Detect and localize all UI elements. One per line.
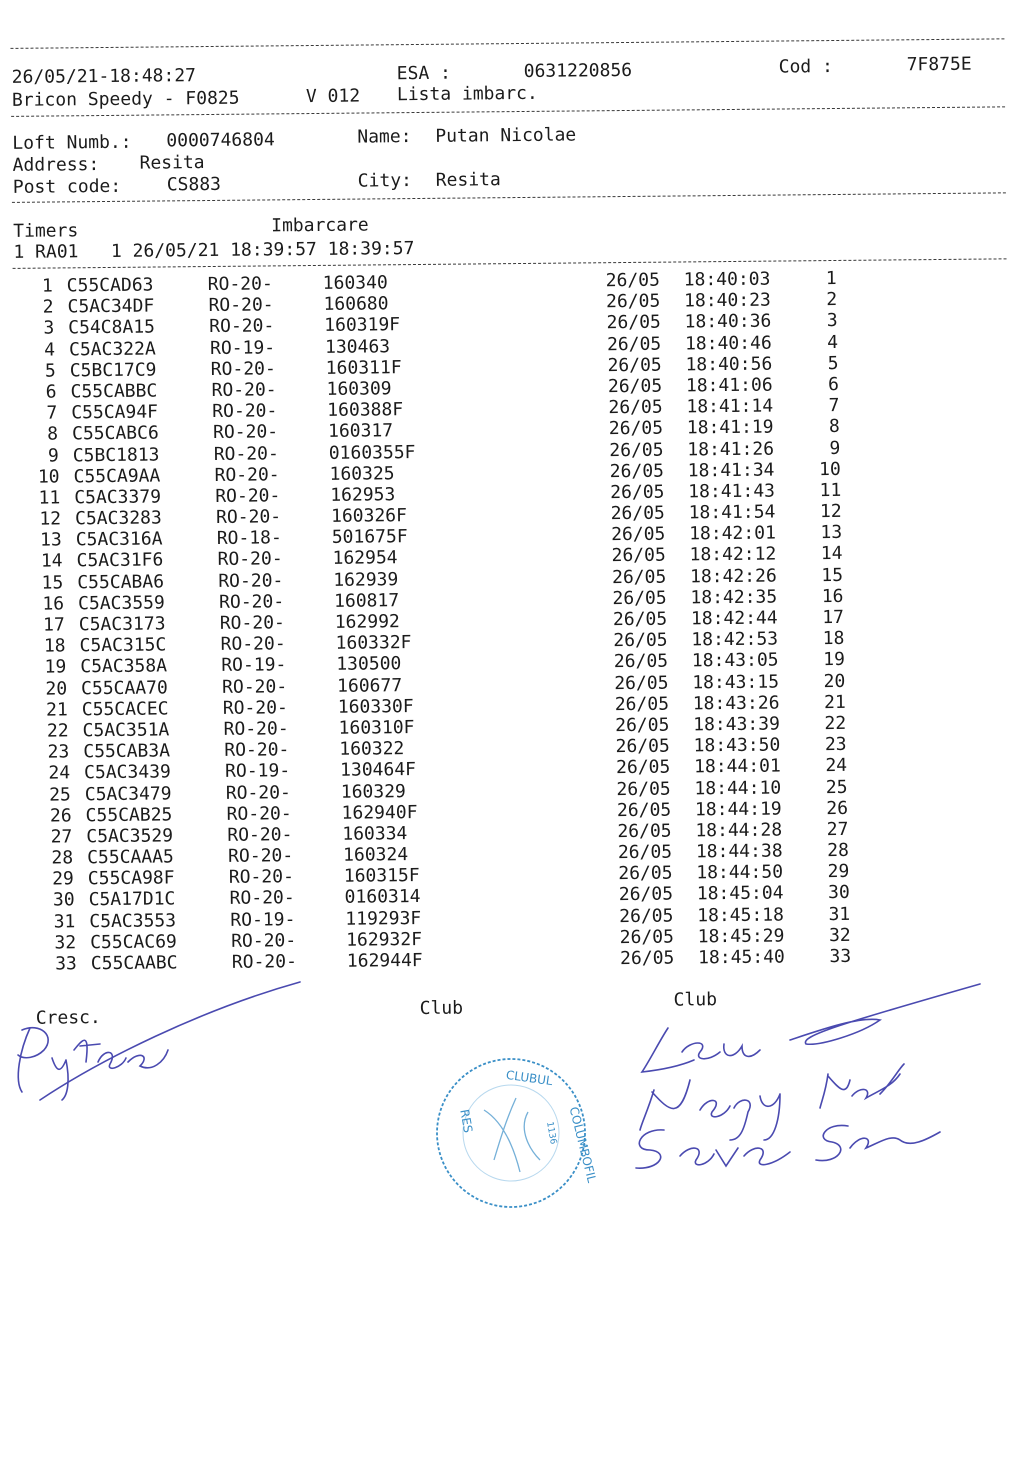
basketing-time: 18:40:23 (684, 289, 771, 312)
basketing-position: 8 (828, 416, 840, 438)
electronic-ring-id: C5AC358A (80, 655, 168, 678)
ring-series: RO-20- (212, 400, 278, 423)
ring-series: RO-20- (211, 379, 277, 401)
basketing-date: 26/05 (614, 693, 670, 715)
row-index: 15 (41, 572, 64, 594)
electronic-ring-id: C55CACEC (81, 698, 169, 720)
row-index: 17 (43, 614, 65, 636)
basketing-time: 18:44:10 (694, 777, 782, 799)
basketing-position: 22 (824, 712, 847, 735)
basketing-date: 26/05 (616, 778, 671, 800)
basketing-position: 1 (825, 267, 837, 290)
electronic-ring-id: C55CAB25 (85, 804, 173, 826)
basketing-position: 15 (821, 564, 844, 586)
svg-text:RES: RES (457, 1108, 476, 1134)
device-name: Bricon Speedy - F0825 (11, 87, 240, 111)
basketing-date: 26/05 (608, 417, 664, 440)
basketing-position: 21 (823, 691, 846, 713)
basketing-date: 26/05 (609, 460, 665, 482)
basketing-position: 6 (827, 373, 840, 396)
club-label-left: Club (419, 997, 464, 1020)
address-label: Address: (12, 154, 100, 176)
ring-number: 160334 (342, 823, 408, 845)
basketing-position: 11 (819, 479, 842, 502)
ring-series: RO-20- (214, 464, 280, 486)
electronic-ring-id: C5AC34DF (67, 295, 155, 318)
basketing-position: 14 (820, 543, 843, 565)
ring-number: 160329 (340, 780, 406, 803)
basketing-time: 18:43:26 (692, 692, 780, 715)
basketing-position: 7 (828, 395, 840, 417)
row-index: 31 (53, 910, 76, 933)
basketing-position: 29 (827, 861, 850, 883)
ring-number: 162939 (333, 568, 399, 591)
ring-series: RO-20- (218, 569, 284, 592)
ring-number: 160388F (327, 399, 404, 422)
electronic-ring-id: C54C8A15 (68, 316, 156, 339)
basketing-time: 18:42:53 (691, 628, 779, 651)
esa-label: ESA : (396, 62, 452, 85)
ring-series: RO-20- (231, 930, 297, 952)
electronic-ring-id: C5AC3529 (86, 825, 174, 848)
row-index: 16 (42, 593, 65, 615)
svg-text:1136: 1136 (544, 1120, 558, 1146)
basketing-date: 26/05 (611, 523, 666, 546)
ring-series: RO-20- (231, 951, 297, 973)
basketing-date: 26/05 (605, 269, 661, 292)
ring-series: RO-20- (207, 273, 273, 296)
basketing-position: 28 (827, 839, 850, 862)
cod-label: Cod : (778, 56, 833, 78)
ring-series: RO-19- (221, 654, 287, 677)
row-index: 32 (54, 932, 77, 954)
basketing-time: 18:43:05 (691, 649, 779, 672)
basketing-date: 26/05 (610, 481, 665, 504)
electronic-ring-id: C55CAAA5 (87, 846, 174, 869)
row-index: 18 (43, 635, 66, 657)
row-index: 33 (55, 953, 77, 975)
row-index: 21 (46, 699, 68, 721)
row-index: 20 (45, 677, 68, 700)
row-index: 5 (44, 360, 56, 382)
basketing-position: 19 (823, 649, 845, 671)
basketing-position: 13 (820, 522, 843, 544)
ring-number: 160330F (337, 695, 414, 718)
basketing-time: 18:45:18 (697, 904, 785, 926)
basketing-date: 26/05 (618, 862, 673, 885)
ring-series: RO-20- (210, 358, 276, 380)
basketing-position: 3 (826, 310, 838, 332)
row-index: 7 (46, 402, 58, 424)
basketing-list (3, 266, 1024, 975)
electronic-ring-id: C5AC315C (79, 634, 167, 657)
ring-series: RO-19- (209, 336, 276, 359)
ring-number: 162932F (346, 928, 423, 951)
electronic-ring-id: C5A17D1C (88, 888, 176, 911)
electronic-ring-id: C55CAD63 (66, 274, 154, 297)
ring-number: 130500 (336, 653, 402, 676)
ring-number: 162954 (332, 547, 398, 570)
basketing-date: 26/05 (612, 587, 667, 609)
basketing-date: 26/05 (615, 714, 670, 737)
basketing-time: 18:45:29 (697, 925, 785, 948)
electronic-ring-id: C55CABC6 (71, 422, 159, 445)
electronic-ring-id: C5AC316A (75, 528, 163, 551)
basketing-position: 27 (826, 818, 849, 840)
basketing-position: 32 (828, 924, 851, 946)
row-index: 8 (47, 423, 59, 445)
name-value: Putan Nicolae (435, 124, 577, 147)
row-index: 6 (45, 381, 57, 403)
electronic-ring-id: C5AC31F6 (76, 549, 164, 572)
basketing-date: 26/05 (607, 354, 662, 376)
basketing-date: 26/05 (615, 756, 671, 779)
electronic-ring-id: C5BC17C9 (69, 359, 157, 382)
ring-series: RO-20- (226, 802, 292, 825)
basketing-time: 18:45:40 (698, 946, 785, 969)
electronic-ring-id: C55CA94F (71, 401, 159, 424)
electronic-ring-id: C55CAC69 (90, 931, 177, 953)
ring-series: RO-19- (230, 908, 296, 931)
device-version: V 012 (305, 85, 361, 108)
basketing-time: 18:44:19 (694, 798, 782, 821)
ring-number: 160817 (333, 590, 400, 612)
basketing-date: 26/05 (606, 312, 661, 334)
ring-series: RO-20- (227, 824, 293, 846)
esa-value: 0631220856 (523, 59, 633, 82)
electronic-ring-id: C5AC351A (82, 719, 170, 742)
basketing-time: 18:41:14 (686, 395, 774, 418)
ring-series: RO-20- (220, 633, 286, 656)
ring-number: 160680 (323, 293, 389, 316)
basketing-time: 18:44:01 (693, 755, 781, 778)
ring-series: RO-20- (225, 781, 291, 804)
name-label: Name: (357, 126, 412, 148)
cod-value: 7F875E (906, 53, 972, 76)
row-index: 22 (46, 720, 69, 742)
ring-number: 130464F (340, 759, 417, 782)
timer-line: 1 RA01 1 26/05/21 18:39:57 18:39:57 (13, 238, 415, 263)
electronic-ring-id: C5AC322A (68, 338, 156, 360)
basketing-position: 20 (823, 670, 846, 692)
report-datetime: 26/05/21-18:48:27 (11, 65, 197, 88)
ring-number: 160324 (343, 844, 409, 866)
basketing-date: 26/05 (611, 545, 666, 567)
ring-number: 162953 (330, 484, 396, 506)
club-label-right: Club (673, 989, 718, 1011)
basketing-time: 18:40:56 (685, 353, 773, 376)
ring-number: 501675F (331, 526, 408, 549)
ring-series: RO-20- (228, 866, 294, 889)
ring-series: RO-20- (222, 675, 288, 698)
basketing-position: 23 (824, 734, 847, 756)
ring-series: RO-20- (223, 718, 289, 740)
basketing-time: 18:44:28 (695, 819, 783, 842)
basketing-date: 26/05 (610, 502, 665, 525)
basketing-position: 24 (825, 755, 848, 777)
basketing-time: 18:43:50 (693, 734, 781, 757)
basketing-position: 16 (821, 585, 844, 607)
basketing-position: 31 (828, 903, 851, 925)
dashed-separator (12, 192, 1006, 203)
basketing-position: 12 (819, 501, 842, 523)
ring-number: 160340 (322, 272, 388, 294)
electronic-ring-id: C5AC3283 (74, 507, 162, 530)
ring-number: 160319F (324, 314, 401, 337)
row-index: 12 (39, 508, 62, 530)
basketing-position: 4 (827, 331, 839, 353)
loft-number-value: 0000746804 (166, 129, 275, 152)
basketing-time: 18:41:34 (687, 459, 775, 482)
basketing-time: 18:42:12 (689, 544, 777, 566)
basketing-time: 18:41:26 (687, 438, 775, 460)
basketing-time: 18:40:46 (684, 332, 772, 355)
electronic-ring-id: C55CABBC (70, 380, 158, 403)
ring-series: RO-20- (215, 485, 281, 507)
address-value: Resita (139, 152, 205, 174)
basketing-date: 26/05 (617, 841, 673, 864)
basketing-time: 18:41:06 (685, 374, 773, 397)
electronic-ring-id: C5BC1813 (72, 443, 160, 466)
electronic-ring-id: C55CA98F (87, 867, 175, 890)
ring-number: 130463 (324, 335, 391, 358)
row-index: 9 (47, 444, 59, 467)
svg-text:CLUBUL: CLUBUL (505, 1067, 554, 1089)
basketing-time: 18:42:35 (690, 586, 778, 609)
row-index: 26 (49, 805, 72, 827)
basketing-time: 18:41:43 (688, 480, 776, 503)
ring-series: RO-20- (209, 315, 275, 338)
basketing-date: 26/05 (619, 905, 674, 927)
row-index: 14 (40, 550, 63, 573)
electronic-ring-id: C5AC3479 (84, 782, 172, 805)
list-title: Lista imbarc. (396, 82, 538, 106)
basketing-position: 30 (828, 882, 850, 904)
ring-series: RO-20- (208, 294, 274, 317)
basketing-date: 26/05 (606, 290, 661, 313)
basketing-position: 17 (822, 606, 845, 629)
ring-series: RO-20- (229, 887, 295, 910)
ring-number: 160677 (336, 674, 403, 697)
postcode-value: CS883 (166, 173, 222, 196)
row-index: 2 (42, 296, 54, 318)
imbarcare-label: Imbarcare (271, 214, 369, 237)
ring-series: RO-20- (228, 845, 294, 867)
row-index: 13 (40, 529, 62, 551)
ring-series: RO-20- (218, 591, 285, 613)
basketing-time: 18:43:15 (692, 671, 780, 693)
basketing-date: 26/05 (607, 375, 663, 398)
ring-series: RO-20- (222, 697, 288, 719)
ring-number: 160322 (339, 738, 405, 760)
basketing-time: 18:44:50 (696, 861, 784, 884)
basketing-date: 26/05 (613, 650, 669, 673)
electronic-ring-id: C55CAA70 (81, 676, 168, 699)
row-index: 28 (51, 847, 74, 869)
basketing-date: 26/05 (612, 608, 668, 631)
basketing-date: 26/05 (606, 333, 662, 355)
electronic-ring-id: C55CAB3A (83, 740, 171, 763)
ring-series: RO-19- (225, 760, 291, 783)
basketing-time: 18:41:19 (686, 416, 774, 439)
ring-number: 162992 (334, 611, 400, 633)
ring-number: 160315F (343, 865, 420, 887)
row-index: 3 (43, 317, 55, 339)
ring-number: 0160355F (328, 441, 416, 464)
basketing-date: 26/05 (614, 672, 669, 694)
electronic-ring-id: C55CABA6 (77, 571, 165, 593)
ring-series: RO-20- (219, 612, 285, 634)
ring-number: 160311F (325, 356, 402, 379)
basketing-time: 18:42:44 (690, 607, 778, 630)
basketing-time: 18:40:36 (684, 310, 772, 333)
basketing-date: 26/05 (615, 735, 670, 758)
city-value: Resita (435, 169, 501, 191)
electronic-ring-id: C5AC3379 (74, 486, 162, 509)
basketing-date: 26/05 (611, 566, 667, 588)
basketing-position: 33 (829, 945, 852, 968)
basketing-position: 25 (825, 776, 848, 798)
basketing-time: 18:44:38 (695, 840, 783, 863)
electronic-ring-id: C5AC3173 (78, 613, 166, 636)
row-index: 11 (38, 487, 61, 509)
svg-text:COLUMBOFIL: COLUMBOFIL (566, 1105, 599, 1185)
electronic-ring-id: C55CA9AA (73, 465, 161, 488)
basketing-position: 18 (822, 628, 845, 650)
timers-label: Timers (13, 220, 79, 242)
basketing-position: 26 (826, 797, 849, 819)
ring-number: 160317 (327, 420, 394, 443)
basketing-position: 5 (827, 352, 839, 374)
basketing-date: 26/05 (616, 799, 672, 821)
row-index: 29 (52, 868, 74, 890)
basketing-time: 18:42:01 (689, 522, 776, 545)
row-index: 24 (48, 762, 71, 784)
electronic-ring-id: C5AC3559 (77, 592, 165, 615)
basketing-date: 26/05 (608, 396, 663, 419)
basketing-position: 9 (829, 437, 841, 459)
basketing-date: 26/05 (618, 884, 674, 906)
electronic-ring-id: C5AC3439 (84, 761, 171, 784)
dashed-separator (10, 38, 1004, 49)
ring-series: RO-20- (213, 442, 279, 465)
electronic-ring-id: C5AC3553 (89, 909, 177, 932)
ring-number: 160310F (338, 716, 415, 739)
row-index: 27 (50, 826, 73, 848)
basketing-position: 2 (826, 289, 838, 311)
ring-number: 0160314 (344, 886, 421, 909)
basketing-date: 26/05 (609, 439, 664, 461)
basketing-date: 26/05 (613, 629, 668, 652)
ring-series: RO-20- (212, 421, 279, 444)
basketing-date: 26/05 (617, 820, 672, 842)
ring-number: 160326F (330, 505, 408, 527)
ring-series: RO-20- (215, 506, 282, 529)
ring-series: RO-20- (217, 548, 283, 571)
basketing-position: 10 (818, 458, 841, 480)
row-index: 23 (47, 741, 70, 763)
ring-series: RO-18- (216, 527, 282, 550)
basketing-time: 18:43:39 (693, 713, 780, 736)
basketing-date: 26/05 (619, 926, 675, 948)
ring-series: RO-20- (224, 739, 290, 762)
breeder-label: Cresc. (35, 1007, 101, 1029)
ring-number: 160325 (329, 462, 395, 485)
row-index: 25 (49, 783, 71, 806)
ring-number: 160332F (335, 632, 412, 654)
ring-number: 162940F (341, 801, 418, 824)
ring-number: 160309 (326, 378, 392, 400)
electronic-ring-id: C55CAABC (90, 952, 178, 975)
basketing-time: 18:40:03 (683, 268, 771, 291)
row-index: 4 (44, 339, 56, 361)
row-index: 10 (37, 466, 60, 488)
ring-number: 162944F (346, 949, 423, 972)
basketing-time: 18:45:04 (696, 882, 784, 905)
basketing-date: 26/05 (620, 947, 675, 970)
city-label: City: (357, 170, 413, 192)
basketing-time: 18:41:54 (688, 501, 776, 524)
loft-number-label: Loft Numb.: (12, 131, 132, 154)
postcode-label: Post code: (12, 175, 122, 198)
row-index: 19 (44, 656, 67, 678)
row-index: 30 (52, 889, 75, 911)
basketing-time: 18:42:26 (689, 565, 777, 588)
row-index: 1 (41, 275, 53, 297)
ring-number: 119293F (345, 907, 422, 930)
